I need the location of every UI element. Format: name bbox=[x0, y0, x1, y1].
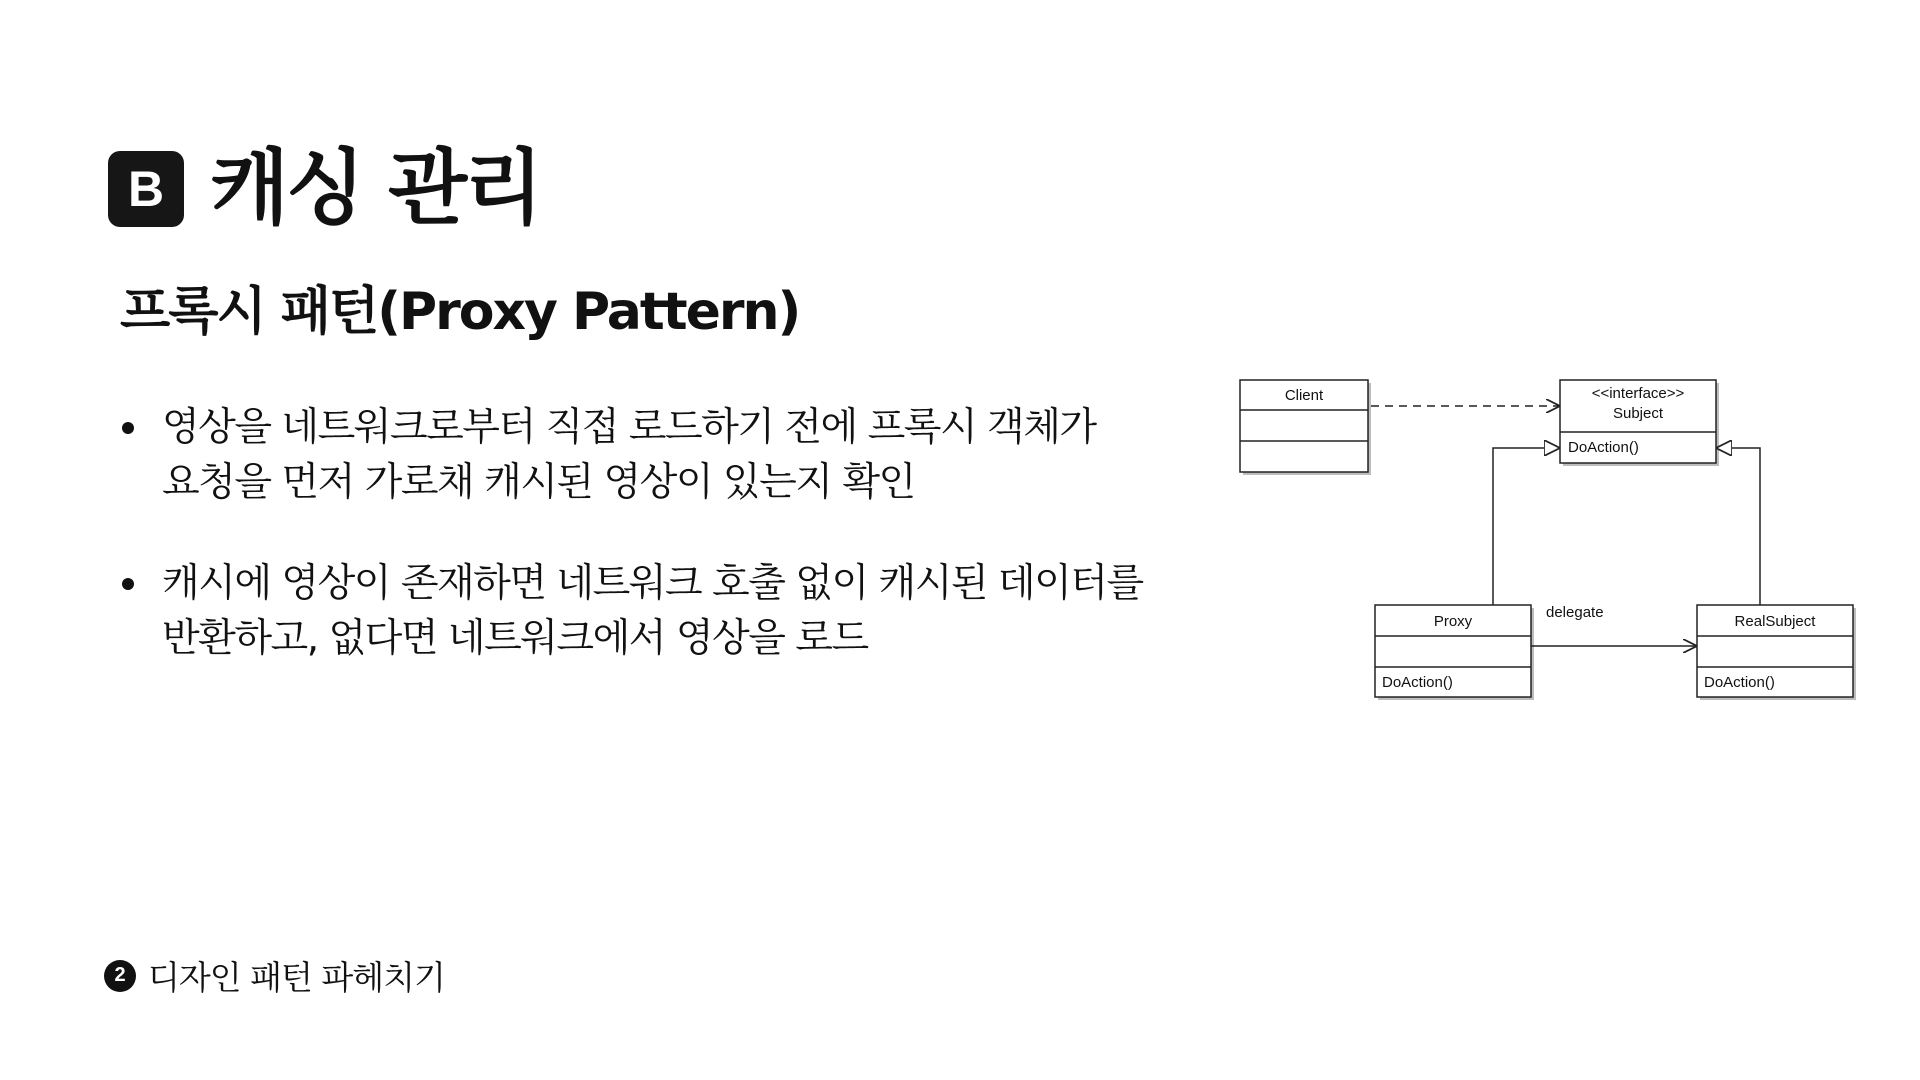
bullet-item bbox=[118, 400, 1198, 510]
proxy-class-box bbox=[1375, 605, 1534, 700]
footer bbox=[104, 952, 445, 999]
proxy-class-name: Proxy bbox=[1433, 613, 1473, 630]
delegate-label: delegate bbox=[1546, 604, 1604, 621]
bullet-line: 요청을 먼저 가로채 캐시된 영상이 있는지 확인 bbox=[162, 460, 915, 505]
bullet-item bbox=[118, 556, 1198, 666]
bullet-list bbox=[118, 400, 1198, 712]
page-subtitle: 프록시 패턴(Proxy Pattern) bbox=[120, 282, 800, 342]
client-class-name: Client bbox=[1284, 387, 1324, 404]
footer-number-badge: 2 bbox=[104, 960, 136, 992]
proxy-realization-arrow bbox=[1493, 448, 1560, 605]
bullet-dot-icon bbox=[122, 422, 134, 434]
subject-interface-box bbox=[1560, 380, 1719, 466]
section-badge: B bbox=[108, 151, 184, 227]
real-subject-operation: DoAction() bbox=[1704, 674, 1775, 691]
title-row bbox=[108, 141, 541, 236]
subject-operation: DoAction() bbox=[1568, 439, 1639, 456]
client-class-box bbox=[1240, 380, 1371, 475]
subject-stereotype: <<interface>> bbox=[1591, 385, 1685, 402]
real-subject-realization-arrow bbox=[1716, 448, 1760, 605]
bullet-dot-icon bbox=[122, 578, 134, 590]
bullet-line: 반환하고, 없다면 네트워크에서 영상을 로드 bbox=[162, 616, 868, 661]
real-subject-class-box bbox=[1697, 605, 1856, 700]
page-title: 캐싱 관리 bbox=[210, 141, 541, 236]
bullet-line: 캐시에 영상이 존재하면 네트워크 호출 없이 캐시된 데이터를 bbox=[162, 561, 1143, 606]
real-subject-class-name: RealSubject bbox=[1734, 613, 1816, 630]
footer-text: 디자인 패턴 파헤치기 bbox=[148, 958, 445, 997]
bullet-line: 영상을 네트워크로부터 직접 로드하기 전에 프록시 객체가 bbox=[162, 405, 1096, 450]
proxy-operation: DoAction() bbox=[1382, 674, 1453, 691]
subject-class-name: Subject bbox=[1612, 405, 1664, 422]
proxy-uml-diagram bbox=[1230, 370, 1870, 730]
